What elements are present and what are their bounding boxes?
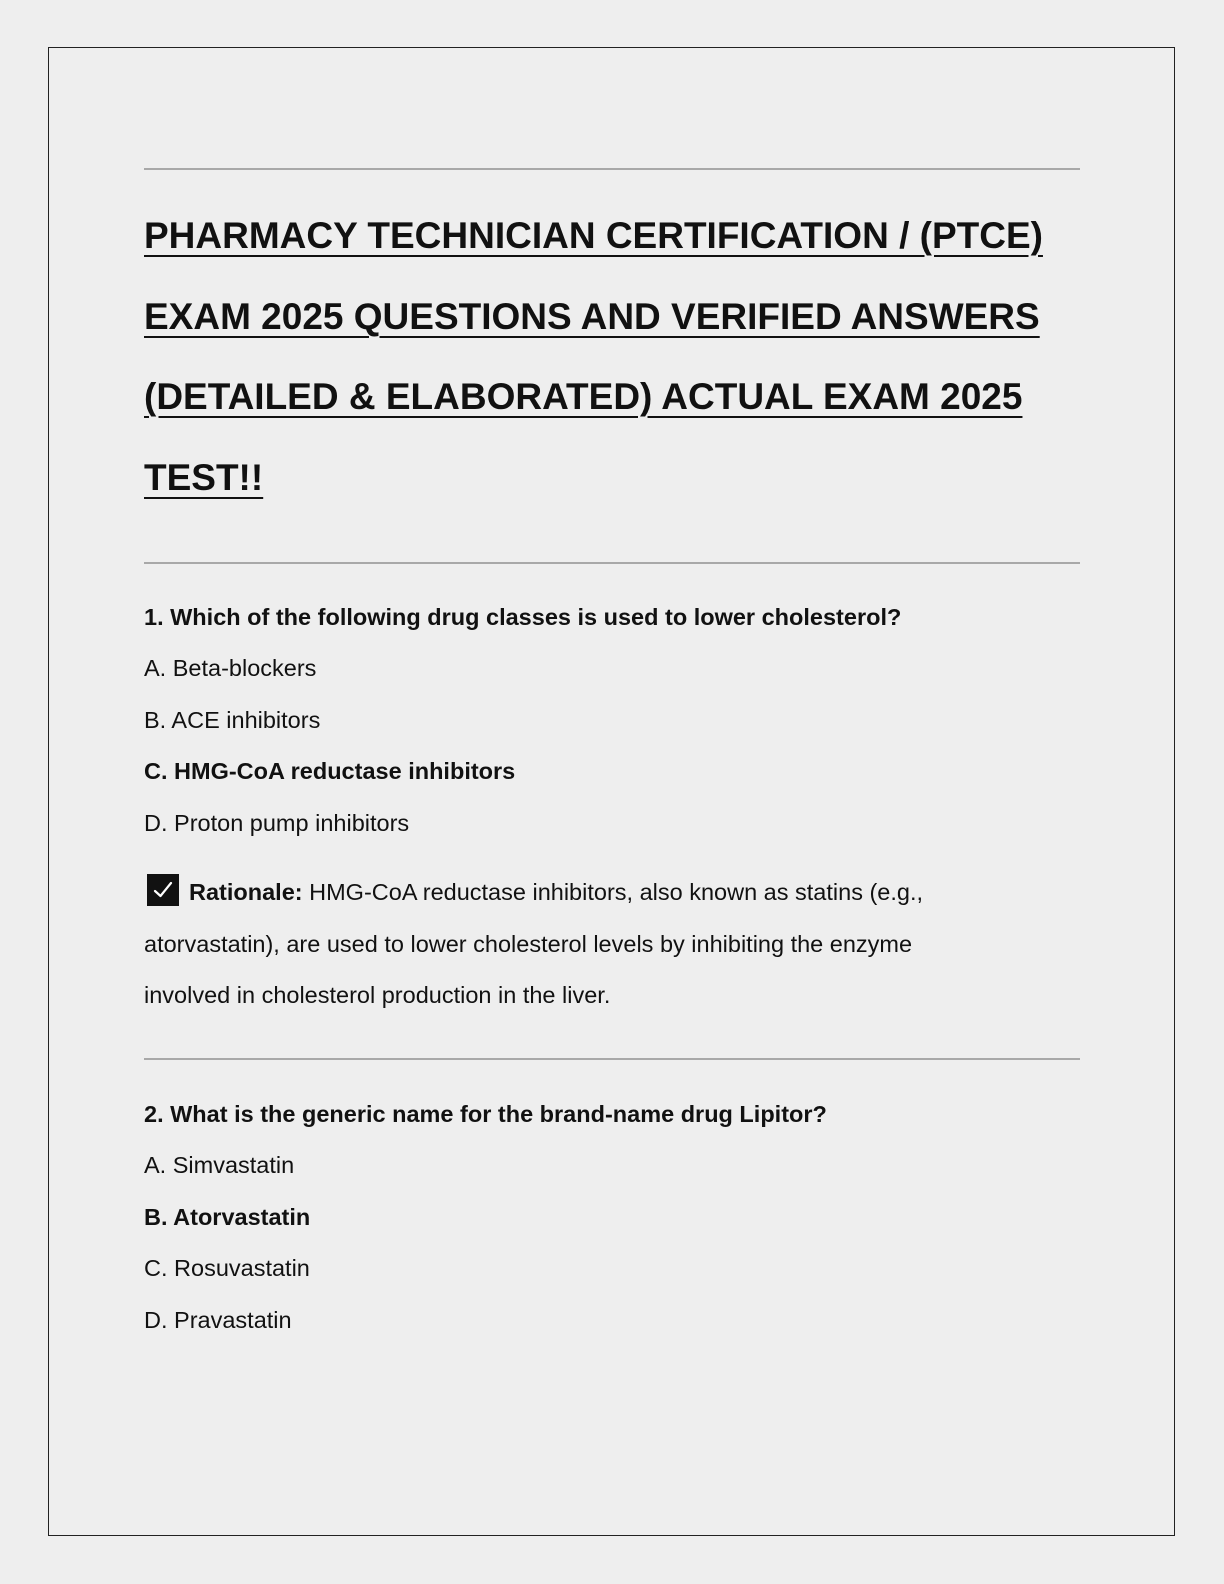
question-text: 1. Which of the following drug classes is used to lower cholesterol? [144,604,902,630]
title-line: (DETAILED & ELABORATED) ACTUAL EXAM 2025 [144,376,1023,417]
title-line: PHARMACY TECHNICIAN CERTIFICATION / (PTCE) [144,215,1043,256]
rationale-text: HMG-CoA reductase inhibitors, also known as statins (e.g., [302,879,924,905]
rationale-text: involved in cholesterol production in the liver. [144,982,611,1008]
rationale-label: Rationale: [189,879,303,905]
option-c: C. Rosuvastatin [144,1255,310,1281]
divider-after-title [144,562,1080,564]
option-a: A. Beta-blockers [144,655,317,681]
question-text: 2. What is the generic name for the brand-name drug Lipitor? [144,1101,827,1127]
option-b-correct: B. Atorvastatin [144,1203,311,1230]
divider-top [144,168,1080,170]
rationale-1 [144,867,1084,1022]
question-2 [144,1089,1084,1346]
check-mark-icon [147,874,179,906]
option-c-correct: C. HMG-CoA reductase inhibitors [144,758,516,784]
option-d: D. Pravastatin [144,1306,292,1333]
option-d: D. Proton pump inhibitors [144,809,410,836]
option-a: A. Simvastatin [144,1152,295,1178]
option-b: B. ACE inhibitors [144,706,321,733]
question-1 [144,592,1084,849]
rationale-first-line [144,867,1084,919]
divider-between-questions [144,1058,1080,1060]
title-line: TEST!! [144,456,264,498]
rationale-text: atorvastatin), are used to lower cholesterol levels by inhibiting the enzyme [144,930,913,957]
document-title [144,196,1094,518]
title-line: EXAM 2025 QUESTIONS AND VERIFIED ANSWERS [144,295,1040,337]
